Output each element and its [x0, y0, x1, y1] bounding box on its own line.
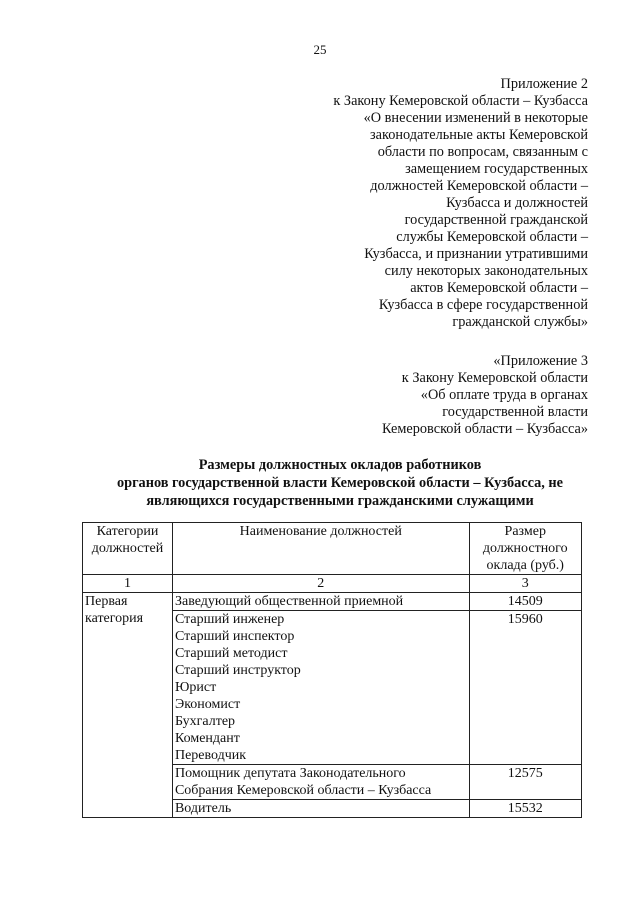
appendix-2-reference: [333, 76, 588, 331]
appendix-2-line: к Закону Кемеровской области – Кузбасса: [333, 93, 588, 109]
position-name: Экономист: [174, 697, 241, 712]
salary-cell: 12575: [469, 765, 582, 800]
position-name: Заведующий общественной приемной: [174, 594, 404, 609]
table-header-row: [83, 523, 582, 575]
position-name: Бухгалтер: [174, 714, 236, 729]
header-position-name: Наименование должностей: [172, 523, 469, 575]
appendix-2-line: законодательные акты Кемеровской: [369, 127, 588, 143]
salary-table: [82, 522, 582, 818]
header-category-line: должностей: [91, 541, 164, 556]
position-name: Старший инженер: [174, 612, 285, 627]
position-name: Юрист: [174, 680, 217, 695]
appendix-2-line: Кузбасса и должностей: [446, 195, 588, 211]
appendix-2-line: области по вопросам, связанным с: [377, 144, 588, 160]
column-number: 3: [469, 575, 582, 593]
position-names-cell: [172, 611, 469, 765]
appendix-3-line: «Приложение 3: [493, 353, 588, 369]
position-name: Переводчик: [174, 748, 247, 763]
appendix-2-line: «О внесении изменений в некоторые: [363, 110, 588, 126]
title-line: Размеры должностных окладов работников: [198, 457, 482, 473]
document-title: [80, 456, 600, 510]
position-name: Собрания Кемеровской области – Кузбасса: [174, 783, 432, 798]
header-salary-line: должностного: [482, 541, 568, 556]
appendix-2-line: силу некоторых законодательных: [384, 263, 588, 279]
category-line: Первая: [85, 594, 128, 609]
header-category-line: Категории: [96, 524, 159, 539]
position-name: Старший инспектор: [174, 629, 295, 644]
appendix-2-line: замещением государственных: [405, 161, 588, 177]
category-line: категория: [85, 611, 144, 626]
appendix-2-line: службы Кемеровской области –: [396, 229, 588, 245]
appendix-2-line: гражданской службы»: [452, 314, 588, 330]
column-number: 2: [172, 575, 469, 593]
header-salary-line: Размер: [504, 524, 546, 539]
title-line: являющихся государственными гражданскими служащими: [146, 493, 534, 509]
appendix-2-line: актов Кемеровской области –: [410, 280, 588, 296]
appendix-2-line: государственной гражданской: [404, 212, 588, 228]
appendix-3-line: Кемеровской области – Кузбасса»: [382, 421, 588, 437]
position-name: Старший методист: [174, 646, 288, 661]
salary-cell: 15532: [469, 800, 582, 818]
header-salary-line: оклада (руб.): [486, 558, 564, 573]
table-row: [83, 593, 582, 611]
header-salary: [469, 523, 582, 575]
position-names-cell: [172, 593, 469, 611]
salary-cell: 15960: [469, 611, 582, 765]
appendix-3-line: к Закону Кемеровской области: [401, 370, 588, 386]
position-names-cell: [172, 765, 469, 800]
position-names-cell: [172, 800, 469, 818]
appendix-3-reference: [382, 353, 588, 438]
salary-cell: 14509: [469, 593, 582, 611]
position-name: Помощник депутата Законодательного: [174, 766, 406, 781]
category-cell: [83, 593, 173, 818]
appendix-3-line: «Об оплате труда в органах: [420, 387, 588, 403]
column-number-row: [83, 575, 582, 593]
position-name: Старший инструктор: [174, 663, 301, 678]
appendix-2-line: Кузбасса, и признании утратившими: [364, 246, 588, 262]
appendix-2-line: должностей Кемеровской области –: [370, 178, 588, 194]
appendix-3-line: государственной власти: [442, 404, 588, 420]
title-line: органов государственной власти Кемеровской области – Кузбасса, не: [116, 475, 564, 491]
header-category: [83, 523, 173, 575]
appendix-2-line: Приложение 2: [500, 76, 588, 92]
position-name: Водитель: [174, 801, 232, 816]
appendix-2-line: Кузбасса в сфере государственной: [378, 297, 588, 313]
position-name: Комендант: [174, 731, 240, 746]
column-number: 1: [83, 575, 173, 593]
page-number: 25: [313, 42, 327, 57]
